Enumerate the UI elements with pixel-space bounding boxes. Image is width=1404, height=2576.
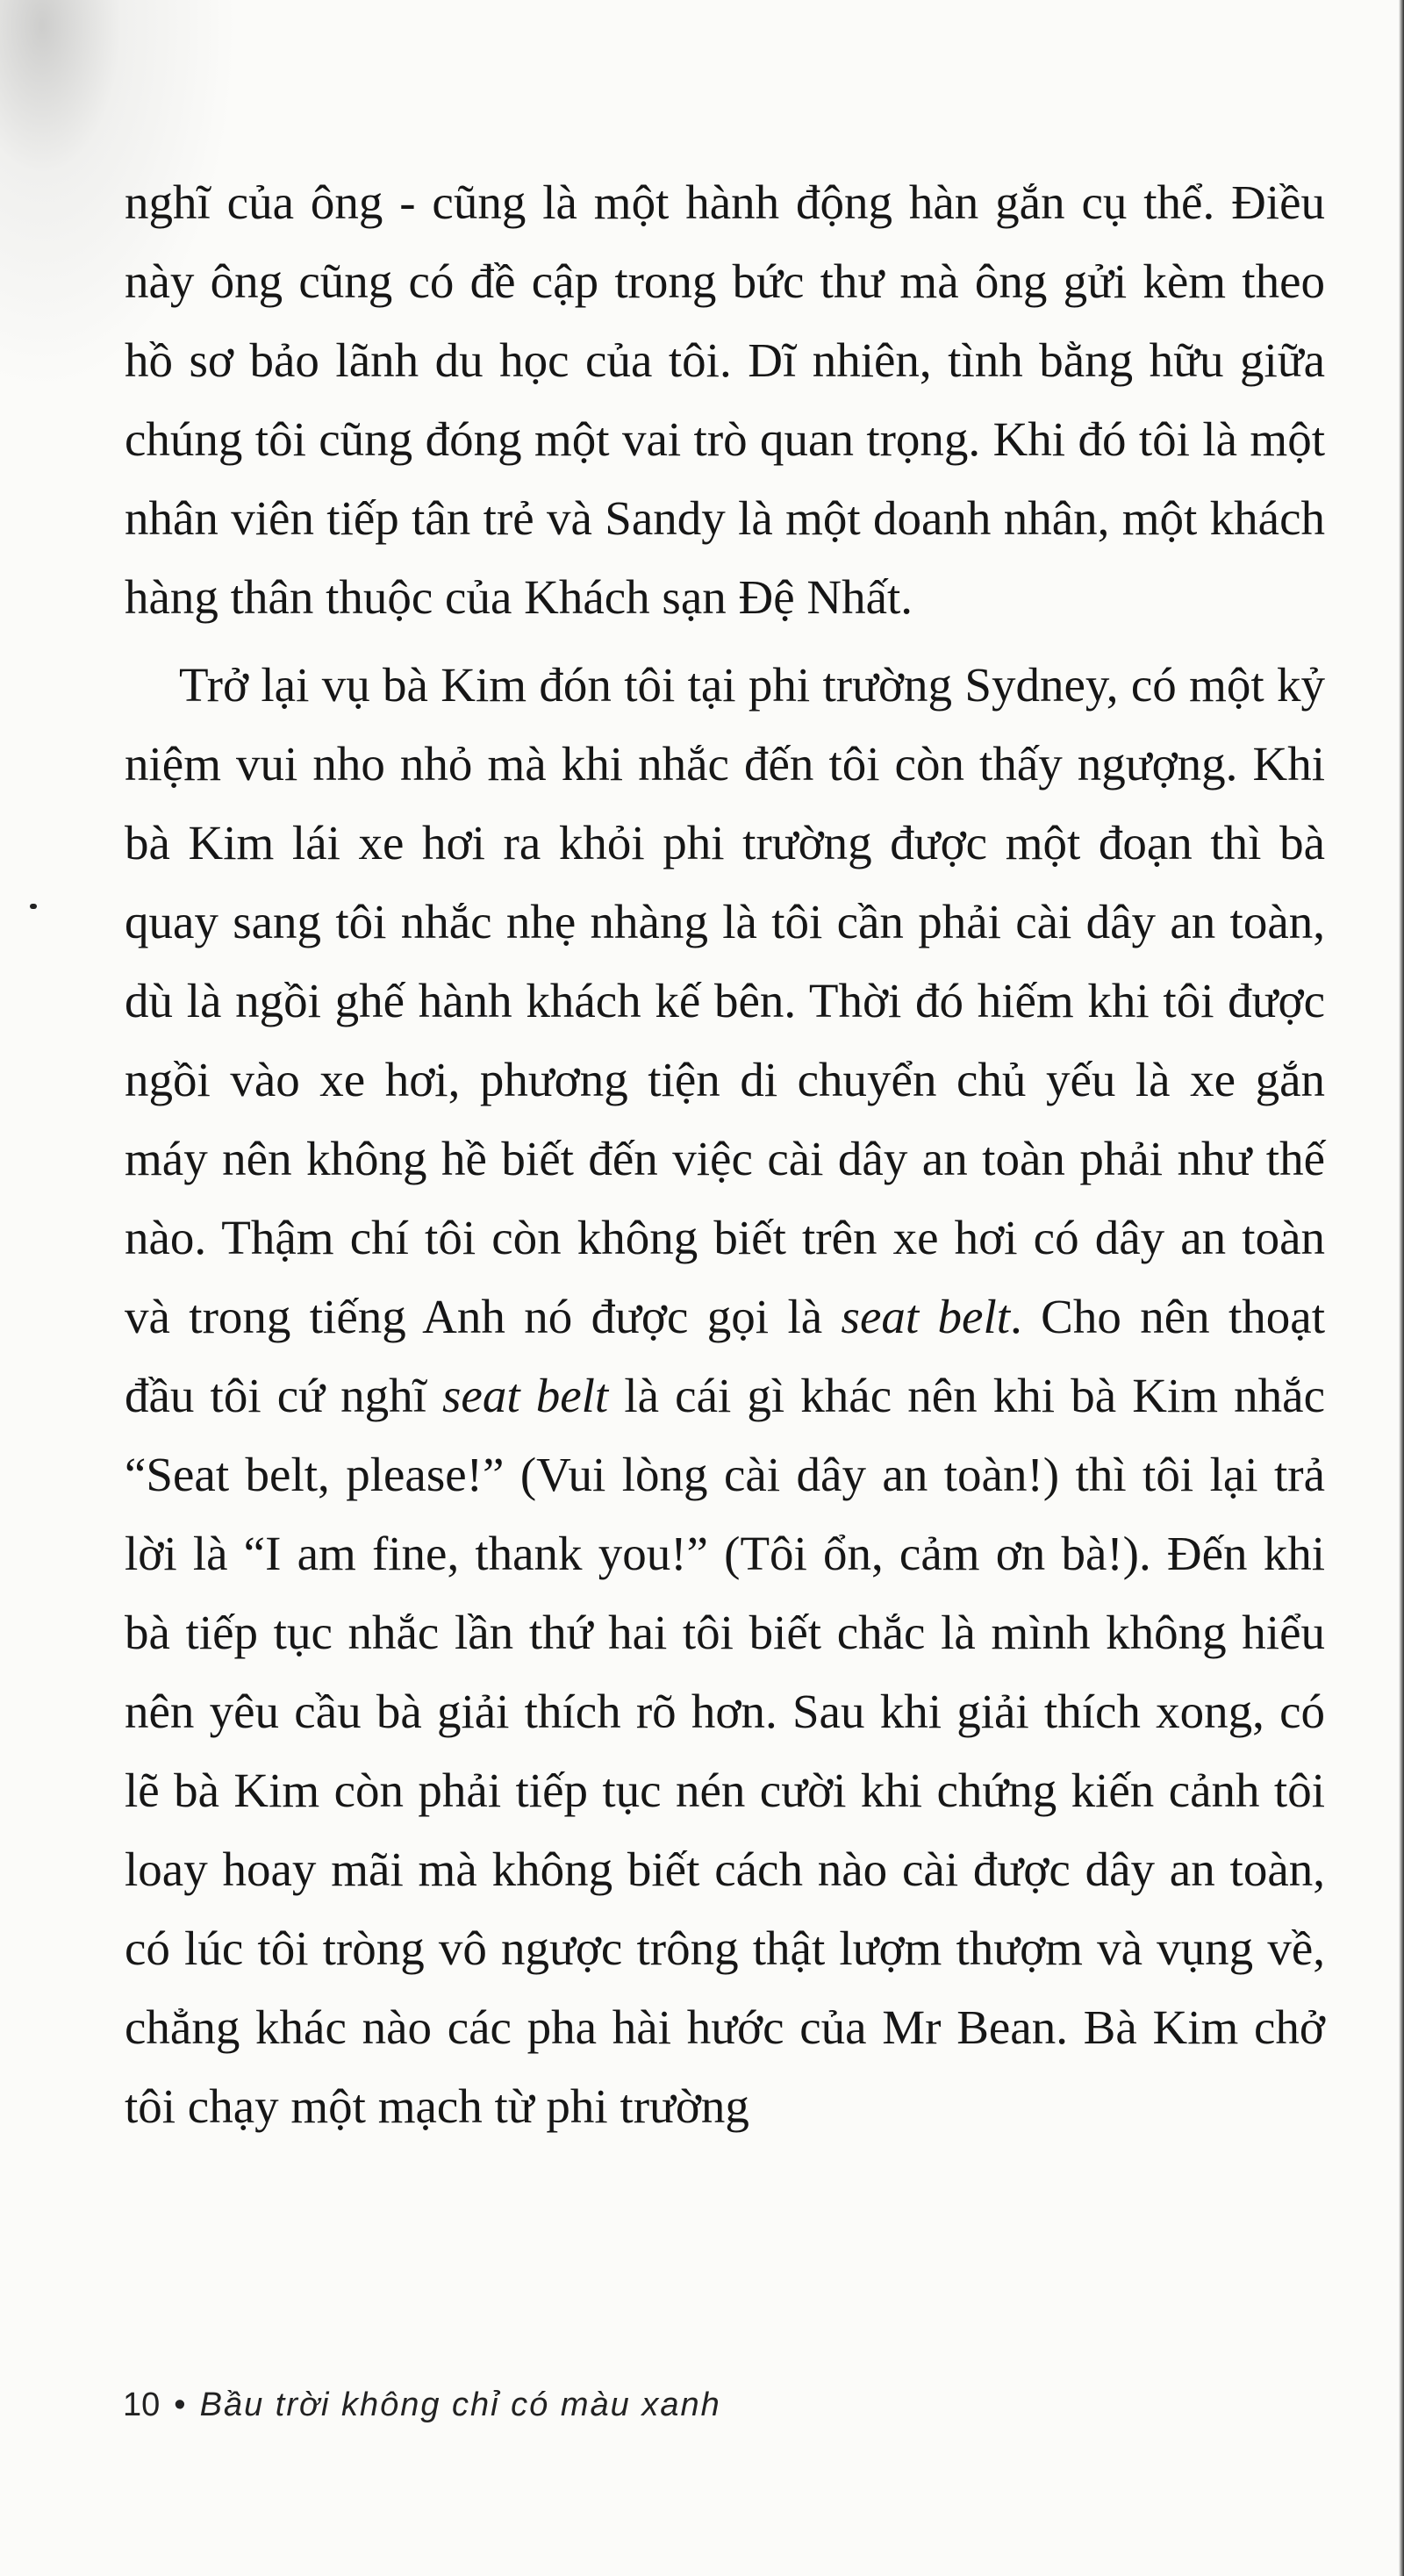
paragraph-2-text-b: . Cho nên thoạt đầu tôi cứ nghĩ xyxy=(125,1290,1325,1422)
paragraph-2 xyxy=(125,646,1325,2146)
paragraph-2-text-a: Trở lại vụ bà Kim đón tôi tại phi trường Sydney, có một kỷ niệm vui nho nhỏ mà khi nhắc đến tôi còn thấy ngượng. Khi bà Kim lái xe hơi ra khỏi phi trường được một đoạn thì bà quay sang tôi nhắc nhẹ nhàng là tôi cần phải cài dây an toàn, dù là ngồi ghế hành khách kế bên. Thời đó hiếm khi tôi được ngồi vào xe hơi, phương tiện di chuyển chủ yếu là xe gắn máy nên không hề biết đến việc cài dây an toàn phải như thế nào. Thậm chí tôi còn không biết trên xe hơi có dây an toàn và trong tiếng Anh nó được gọi là xyxy=(125,658,1325,1343)
italic-term-seat-belt: seat belt xyxy=(841,1290,1011,1343)
paragraph-1: nghĩ của ông - cũng là một hành động hàn gắn cụ thể. Điều này ông cũng có đề cập trong bức thư mà ông gửi kèm theo hồ sơ bảo lãnh du học của tôi. Dĩ nhiên, tình bằng hữu giữa chúng tôi cũng đóng một vai trò quan trọng. Khi đó tôi là một nhân viên tiếp tân trẻ và Sandy là một doanh nhân, một khách hàng thân thuộc của Khách sạn Đệ Nhất. xyxy=(125,175,1325,624)
ink-speck xyxy=(30,904,37,909)
paragraph-2-text-c: là cái gì khác nên khi bà Kim nhắc “Seat belt, please!” (Vui lòng cài dây an toàn!) thì tôi lại trả lời là “I am fine, thank you!” (Tôi ổn, cảm ơn bà!). Đến khi bà tiếp tục nhắc lần thứ hai tôi biết chắc là mình không hiểu nên yêu cầu bà giải thích rõ hơn. Sau khi giải thích xong, có lẽ bà Kim còn phải tiếp tục nén cười khi chứng kiến cảnh tôi loay hoay mãi mà không biết cách nào cài được dây an toàn, có lúc tôi tròng vô ngược trông thật lượm thượm và vụng về, chẳng khác nào các pha hài hước của Mr Bean. Bà Kim chở tôi chạy một mạch từ phi trường xyxy=(125,1369,1325,2133)
running-title: Bầu trời không chỉ có màu xanh xyxy=(199,2386,721,2423)
page-body xyxy=(125,163,1325,2146)
footer-separator: • xyxy=(174,2386,186,2423)
page-footer xyxy=(123,2381,721,2429)
page-edge-shadow xyxy=(1399,0,1404,2576)
italic-term-seat-belt-2: seat belt xyxy=(442,1369,609,1422)
page-number: 10 xyxy=(123,2386,161,2423)
